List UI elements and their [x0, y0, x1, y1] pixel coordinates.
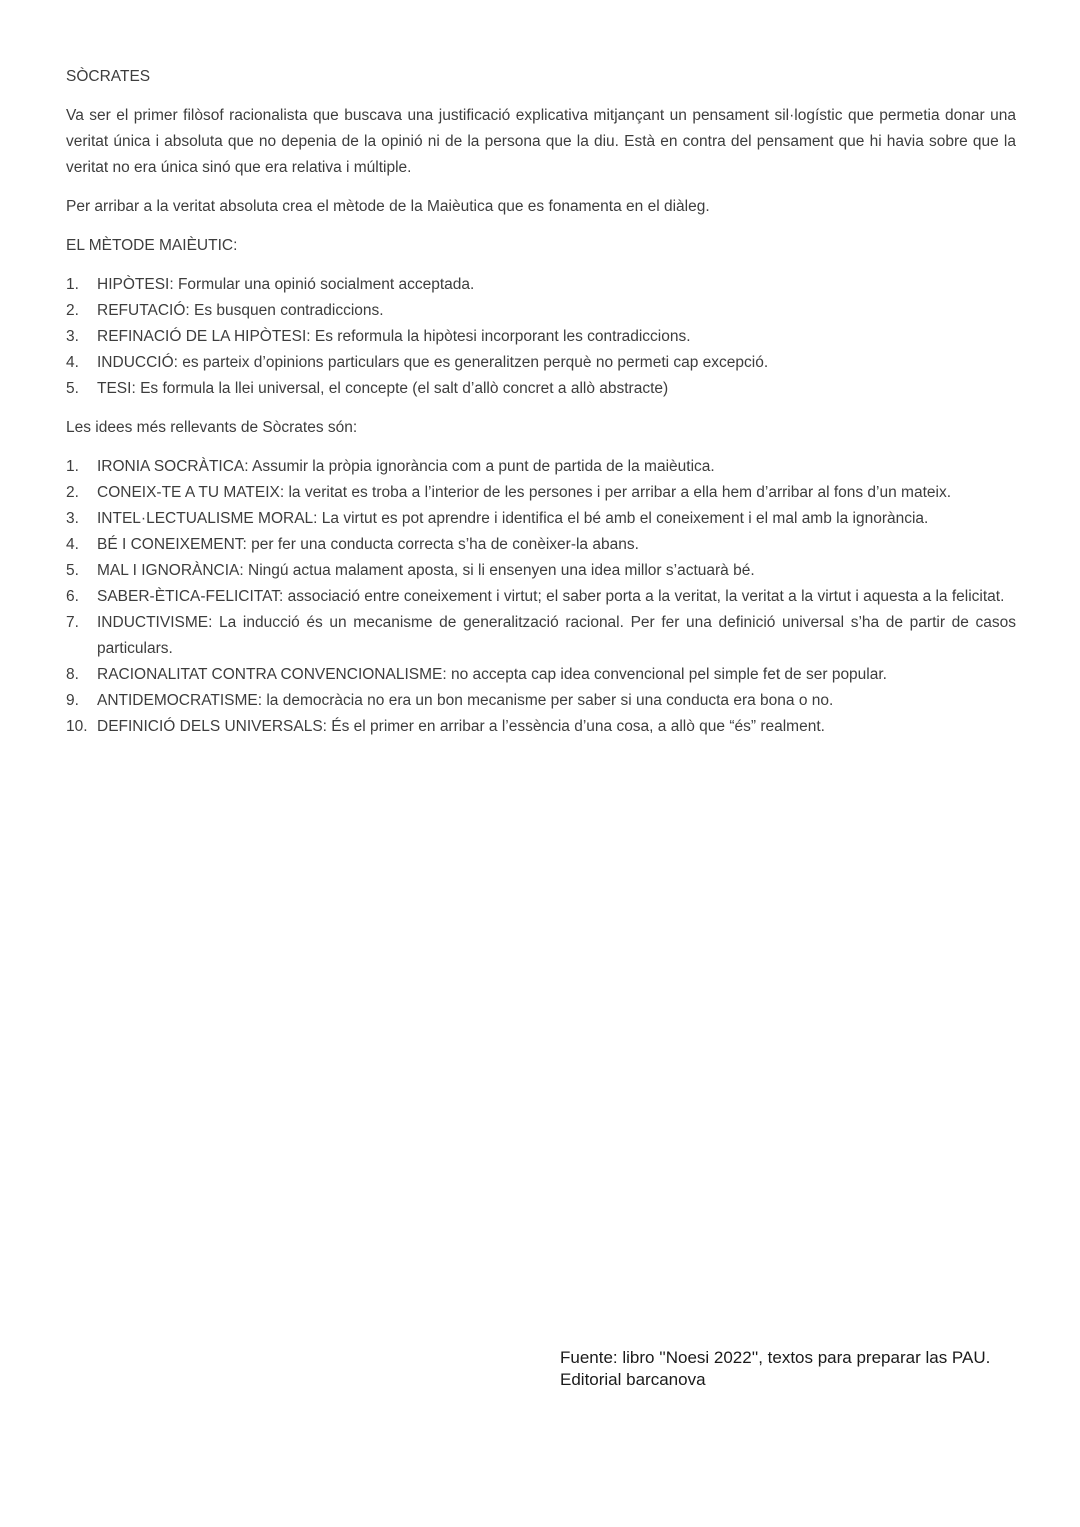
idea-item-text: BÉ I CONEIXEMENT: per fer una conducta correcta s’ha de conèixer-la abans.	[97, 536, 639, 553]
source-note-line1: Fuente: libro ''Noesi 2022'', textos para preparar las PAU.	[560, 1348, 991, 1367]
method-step	[66, 350, 1016, 376]
list-item-number: 2.	[66, 484, 79, 501]
list-item-number: 8.	[66, 666, 79, 683]
idea-item	[66, 688, 1016, 714]
list-item-number: 10.	[66, 718, 88, 735]
method-heading: EL MÈTODE MAIÈUTIC:	[66, 237, 238, 254]
list-item-number: 5.	[66, 562, 79, 579]
idea-item	[66, 506, 1016, 532]
idea-item-text: RACIONALITAT CONTRA CONVENCIONALISME: no accepta cap idea convencional pel simple fet de ser popular.	[97, 666, 887, 683]
method-step-text: REFINACIÓ DE LA HIPÒTESI: Es reformula la hipòtesi incorporant les contradiccions.	[97, 328, 691, 345]
idea-item-text: ANTIDEMOCRATISME: la democràcia no era un bon mecanisme per saber si una conducta era bona o no.	[97, 692, 834, 709]
list-item-number: 6.	[66, 588, 79, 605]
idea-item-text: INTEL·LECTUALISME MORAL: La virtut es pot aprendre i identifica el bé amb el coneixement i el mal amb la ignorància.	[97, 510, 929, 527]
method-step	[66, 376, 1016, 402]
intro-paragraph: Va ser el primer filòsof racionalista que buscava una justificació explicativa mitjançant un pensament sil·logístic que permetia donar una veritat única i absoluta que no depenia de la opinió ni de la persona que la diu. Està en contra del pensament que hi havia sobre que la veritat no era única sinó que era relativa i múltiple.	[66, 107, 1016, 176]
method-step	[66, 298, 1016, 324]
idea-item	[66, 714, 1016, 740]
list-item-number: 7.	[66, 614, 79, 631]
idea-item-text: INDUCTIVISME: La inducció és un mecanisme de generalització racional. Per fer una definició universal s’ha de partir de casos particulars.	[97, 614, 1016, 657]
list-item-number: 2.	[66, 302, 79, 319]
idea-item	[66, 610, 1016, 662]
idea-item-text: DEFINICIÓ DELS UNIVERSALS: És el primer en arribar a l’essència d’una cosa, a allò que “és” realment.	[97, 718, 825, 735]
source-note	[560, 1347, 990, 1391]
idea-item	[66, 532, 1016, 558]
idea-item-text: MAL I IGNORÀNCIA: Ningú actua malament aposta, si li ensenyen una idea millor s’actuarà bé.	[97, 562, 755, 579]
document-title: SÒCRATES	[66, 68, 151, 85]
idea-item-text: SABER-ÈTICA-FELICITAT: associació entre coneixement i virtut; el saber porta a la veritat, la veritat a la virtut i aquesta a la felicitat.	[97, 588, 1005, 605]
list-item-number: 5.	[66, 380, 79, 397]
list-item-number: 1.	[66, 276, 79, 293]
idea-item-text: CONEIX-TE A TU MATEIX: la veritat es troba a l’interior de les persones i per arribar a ella hem d’arribar al fons d’un mateix.	[97, 484, 951, 501]
list-item-number: 3.	[66, 328, 79, 345]
idea-item	[66, 480, 1016, 506]
method-step-text: REFUTACIÓ: Es busquen contradiccions.	[97, 302, 384, 319]
list-item-number: 4.	[66, 536, 79, 553]
list-item-number: 9.	[66, 692, 79, 709]
idea-item	[66, 558, 1016, 584]
document-body	[66, 64, 1016, 753]
list-item-number: 3.	[66, 510, 79, 527]
idea-item	[66, 662, 1016, 688]
method-step-text: TESI: Es formula la llei universal, el concepte (el salt d’allò concret a allò abstracte)	[97, 380, 669, 397]
method-step-text: INDUCCIÓ: es parteix d’opinions particulars que es generalitzen perquè no permeti cap excepció.	[97, 354, 769, 371]
idea-item	[66, 584, 1016, 610]
ideas-intro: Les idees més rellevants de Sòcrates són:	[66, 419, 358, 436]
source-note-line2: Editorial barcanova	[560, 1370, 706, 1389]
method-step	[66, 272, 1016, 298]
method-step	[66, 324, 1016, 350]
idea-item-text: IRONIA SOCRÀTICA: Assumir la pròpia ignorància com a punt de partida de la maièutica.	[97, 458, 715, 475]
maieutica-paragraph: Per arribar a la veritat absoluta crea el mètode de la Maièutica que es fonamenta en el diàleg.	[66, 198, 710, 215]
method-step-text: HIPÒTESI: Formular una opinió socialment acceptada.	[97, 276, 475, 293]
list-item-number: 4.	[66, 354, 79, 371]
ideas-list	[66, 454, 1016, 740]
idea-item	[66, 454, 1016, 480]
list-item-number: 1.	[66, 458, 79, 475]
method-steps-list	[66, 272, 1016, 402]
